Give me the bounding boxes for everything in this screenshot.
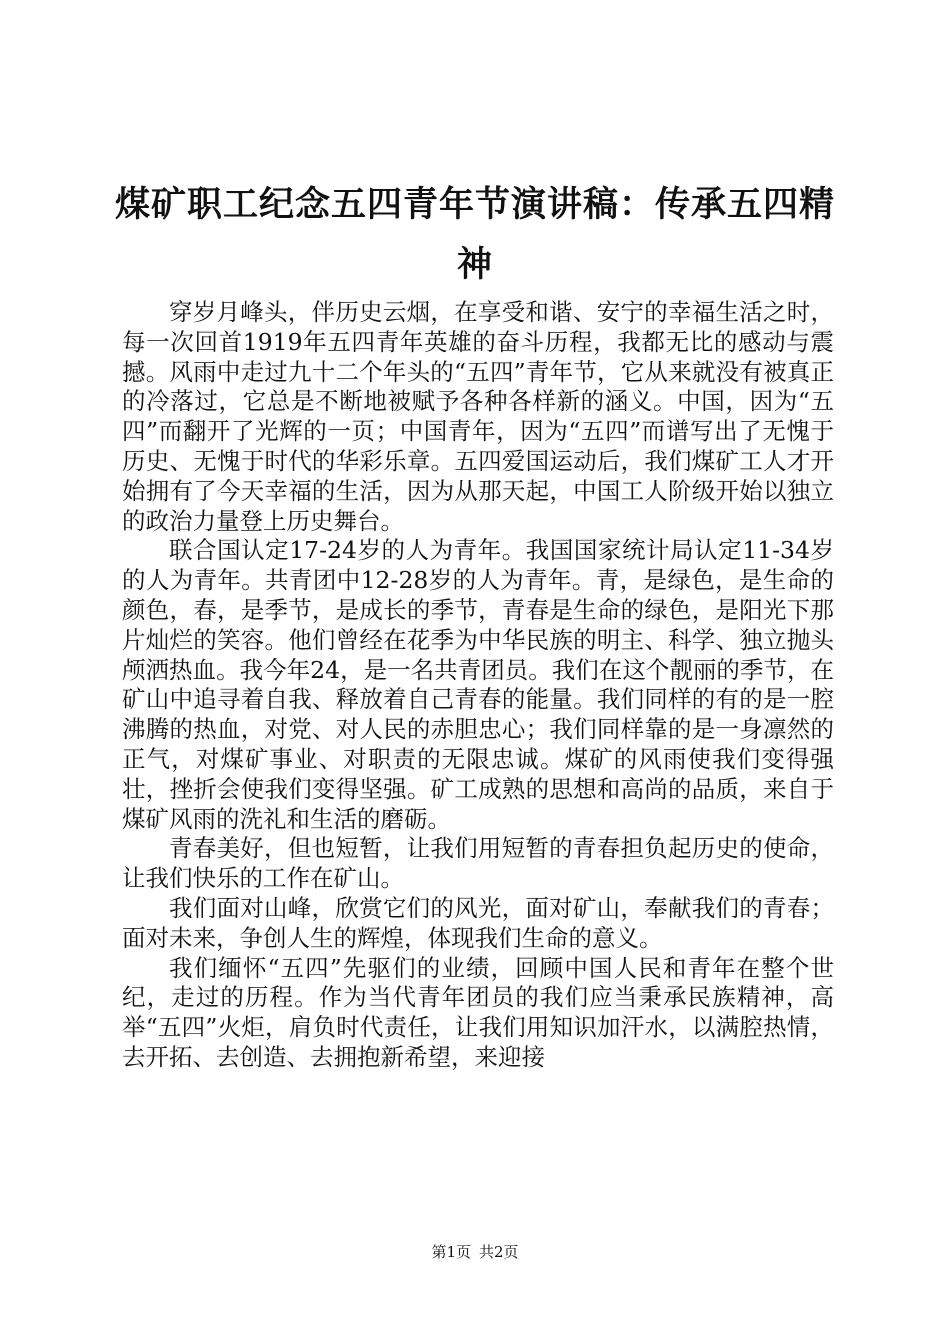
- paragraph-1: 穿岁月峰头，伴历史云烟，在享受和谐、安宁的幸福生活之时，每一次回首1919年五四青年英雄的奋斗历程，我都无比的感动与震撼。风雨中走过九十二个年头的“五四”青年节，它从来就没有被真正的冷落过，它总是不断地被赋予各种各样新的涵义。中国，因为“五四”而翻开了光辉的一页；中国青年，因为“五四”而谱写出了无愧于历史、无愧于时代的华彩乐章。五四爱国运动后，我们煤矿工人才开始拥有了今天幸福的生活，因为从那天起，中国工人阶级开始以独立的政治力量登上历史舞台。: [122, 298, 834, 535]
- paragraph-3: 青春美好，但也短暂，让我们用短暂的青春担负起历史的使命，让我们快乐的工作在矿山。: [122, 834, 834, 893]
- page-number: 第1页: [431, 1243, 471, 1261]
- document-title: 煤矿职工纪念五四青年节演讲稿：传承五四精神: [114, 184, 835, 285]
- page-total: 共2页: [479, 1243, 519, 1261]
- paragraph-2: 联合国认定17-24岁的人为青年。我国国家统计局认定11-34岁的人为青年。共青团中12-28岁的人为青年。青，是绿色，是生命的颜色，春，是季节，是成长的季节，青春是生命的绿色，是阳光下那片灿烂的笑容。他们曾经在花季为中华民族的明主、科学、独立抛头颅洒热血。我今年24，是一名共青团员。我们在这个靓丽的季节，在矿山中追寻着自我、释放着自己青春的能量。我们同样的有的是一腔沸腾的热血，对党、对人民的赤胆忠心；我们同样靠的是一身凛然的正气，对煤矿事业、对职责的无限忠诚。煤矿的风雨使我们变得强壮，挫折会使我们变得坚强。矿工成熟的思想和高尚的品质，来自于煤矿风雨的洗礼和生活的磨砺。: [122, 536, 834, 833]
- paragraph-5: 我们缅怀“五四”先驱们的业绩，回顾中国人民和青年在整个世纪，走过的历程。作为当代青年团员的我们应当秉承民族精神，高举“五四”火炬，肩负时代责任，让我们用知识加汗水，以满腔热情，去开拓、去创造、去拥抱新希望，来迎接: [122, 953, 834, 1071]
- paragraph-4: 我们面对山峰，欣赏它们的风光，面对矿山，奉献我们的青春；面对未来，争创人生的辉煌，体现我们生命的意义。: [122, 893, 834, 952]
- document-body: [122, 298, 834, 1073]
- page-footer: [0, 1242, 950, 1262]
